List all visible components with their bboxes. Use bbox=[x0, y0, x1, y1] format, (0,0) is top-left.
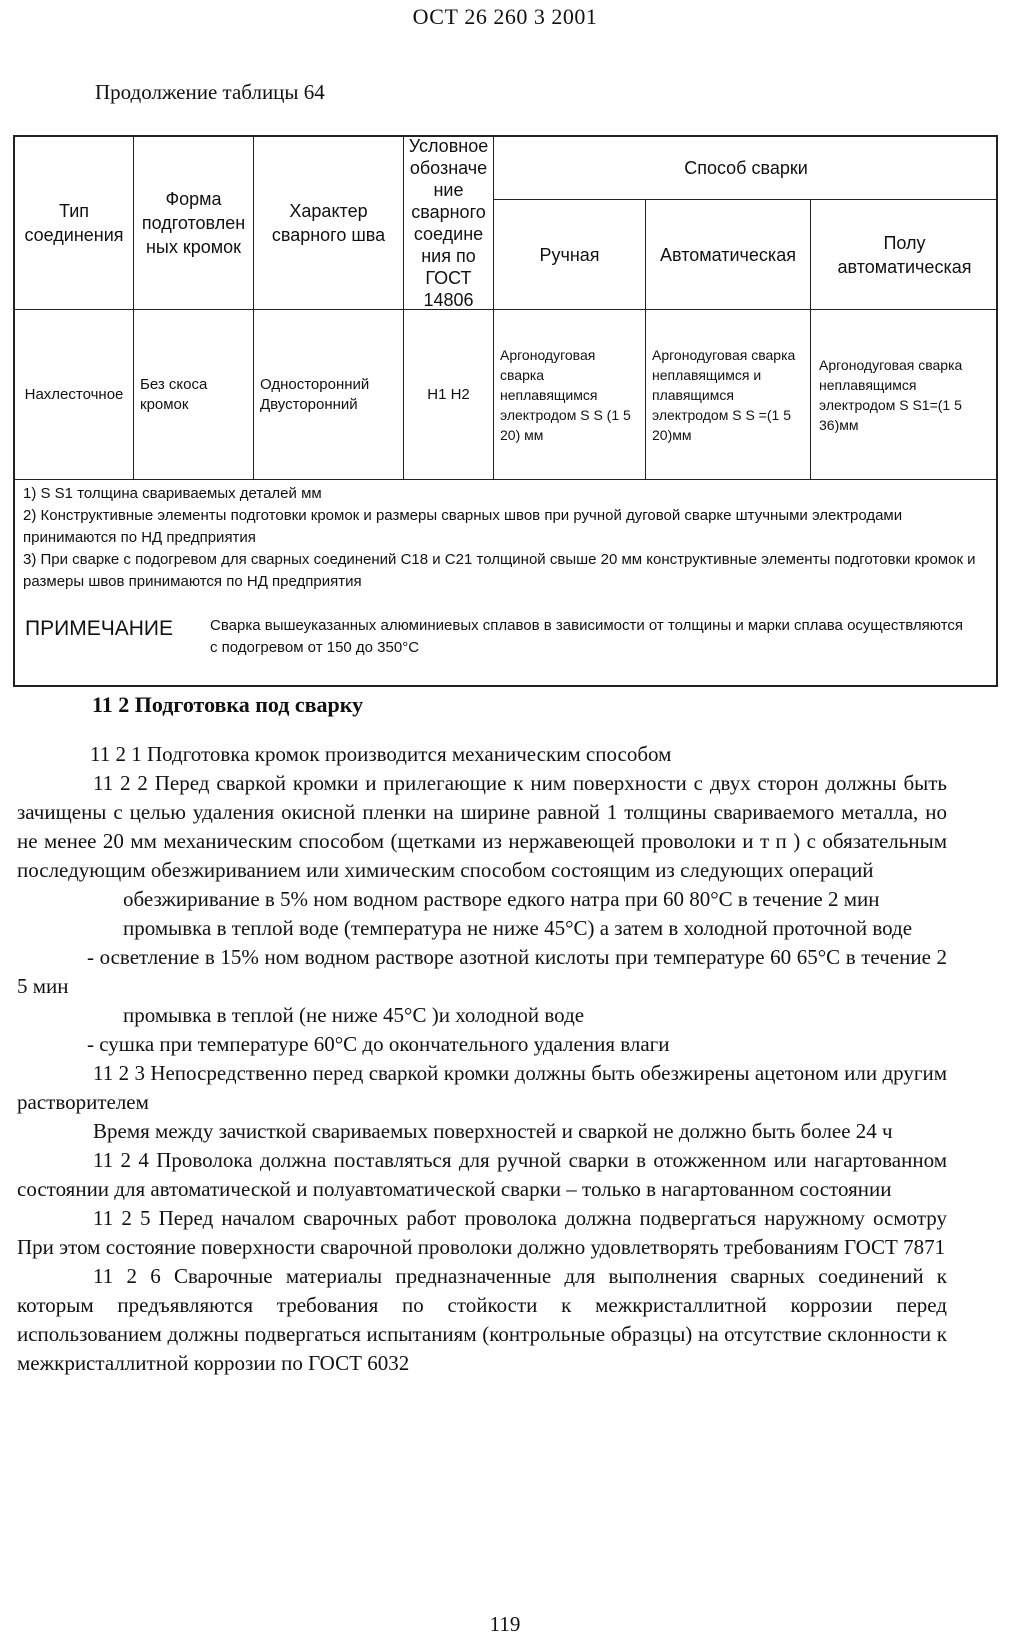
op-drying: - сушка при температуре 60°С до окончательного удаления влаги bbox=[87, 1032, 670, 1056]
page-number: 119 bbox=[489, 1612, 521, 1636]
paragraph-11-2-5: 11 2 5 Перед началом сварочных работ проволока должна подвергаться наружному осмотру При этом состояние поверхности сварочной проволоки должно удовлетворять требованиям ГОСТ 7871 bbox=[17, 1206, 947, 1259]
op-rinse-warm-cold: промывка в теплой воде (температура не ниже 45°С) а затем в холодной проточной воде bbox=[123, 916, 913, 940]
table-64 bbox=[13, 135, 998, 687]
note-3: 3) При сварке с подогревом для сварных соединений С18 и С21 толщиной свыше 20 мм конструктивные элементы подготовки кромок и размеры швов принимаются по НД предприятия bbox=[23, 551, 976, 590]
paragraph-11-2-1: 11 2 1 Подготовка кромок производится механическим способом bbox=[90, 742, 672, 766]
table-continuation-caption: Продолжение таблицы 64 bbox=[95, 80, 325, 104]
paragraph-11-2-4: 11 2 4 Проволока должна поставляться для ручной сварки в отожженном или нагартованном состоянии для автоматической и полуавтоматической сварки – только в нагартованном состоянии bbox=[17, 1148, 947, 1201]
header-character: Характер сварного шва bbox=[271, 201, 386, 245]
row-auto: Аргонодуговая сварка неплавящимся и плавящимся электродом S S =(1 5 20)мм bbox=[652, 346, 796, 443]
row-divider bbox=[15, 479, 998, 480]
header-form: Форма подготовлен ных кромок bbox=[141, 189, 246, 257]
op-degreasing: обезжиривание в 5% ном водном растворе едкого натра при 60 80°С в течение 2 мин bbox=[123, 887, 880, 911]
header-designation: Условное обозначе ние сварного соедине ния по ГОСТ 14806 bbox=[408, 136, 489, 310]
row-designation: H1 H2 bbox=[427, 385, 470, 403]
remark-text: Сварка вышеуказанных алюминиевых сплавов в зависимости от толщины и марки сплава осуществляются с подогревом от 150 до 350°С bbox=[210, 617, 964, 656]
op-rinse: промывка в теплой (не ниже 45°С )и холодной воде bbox=[123, 1003, 585, 1027]
table-notes bbox=[23, 483, 988, 593]
header-auto: Автоматическая bbox=[660, 244, 796, 265]
character-one-sided: Односторонний bbox=[260, 375, 370, 393]
header-type: Тип соединения bbox=[24, 201, 124, 245]
document-code: ОСТ 26 260 3 2001 bbox=[412, 4, 598, 29]
row-manual: Аргонодуговая сварка неплавящимся электродом S S (1 5 20) мм bbox=[500, 346, 631, 443]
row-form: Без скоса кромок bbox=[140, 375, 208, 413]
header-semiauto: Полу автоматическая bbox=[837, 232, 972, 277]
row-character bbox=[254, 310, 403, 479]
character-two-sided: Двусторонний bbox=[260, 395, 358, 413]
row-semiauto: Аргонодуговая сварка неплавящимся электродом S S1=(1 5 36)мм bbox=[819, 356, 963, 433]
header-welding-method: Способ сварки bbox=[684, 158, 808, 178]
note-2: 2) Конструктивные элементы подготовки кромок и размеры сварных швов при ручной дуговой сварке штучными электродами принимаются по НД предприятия bbox=[23, 507, 903, 546]
header-manual: Ручная bbox=[539, 244, 600, 265]
paragraph-time-limit: Время между зачисткой свариваемых поверхностей и сваркой не должно быть более 24 ч bbox=[93, 1119, 893, 1143]
section-body bbox=[17, 740, 947, 1378]
paragraph-11-2-3: 11 2 3 Непосредственно перед сваркой кромки должны быть обезжирены ацетоном или другим растворителем bbox=[17, 1061, 947, 1114]
op-brightening: - осветление в 15% ном водном растворе азотной кислоты при температуре 60 65°С в течение 2 5 мин bbox=[17, 945, 947, 998]
paragraph-11-2-2: 11 2 2 Перед сваркой кромки и прилегающие к ним поверхности с двух сторон должны быть зачищены с целью удаления окисной пленки на ширине равной 1 толщины свариваемого металла, но не менее 20 мм механическим способом (щетками из нержавеющей проволоки и т п ) с обязательным последующим обезжириванием или химическим способом состоящим из следующих операций bbox=[17, 771, 947, 882]
note-1: 1) S S1 толщина свариваемых деталей мм bbox=[23, 485, 322, 502]
paragraph-11-2-6: 11 2 6 Сварочные материалы предназначенные для выполнения сварных соединений к которым предъявляются требования по стойкости к межкристаллитной коррозии перед использованием должны подвергаться испытаниям (контрольные образцы) на отсутствие склонности к межкристаллитной коррозии по ГОСТ 6032 bbox=[17, 1264, 947, 1375]
section-title: 11 2 Подготовка под сварку bbox=[92, 692, 364, 717]
remark-label: ПРИМЕЧАНИЕ bbox=[25, 617, 173, 640]
row-type: Нахлесточное bbox=[24, 385, 124, 403]
